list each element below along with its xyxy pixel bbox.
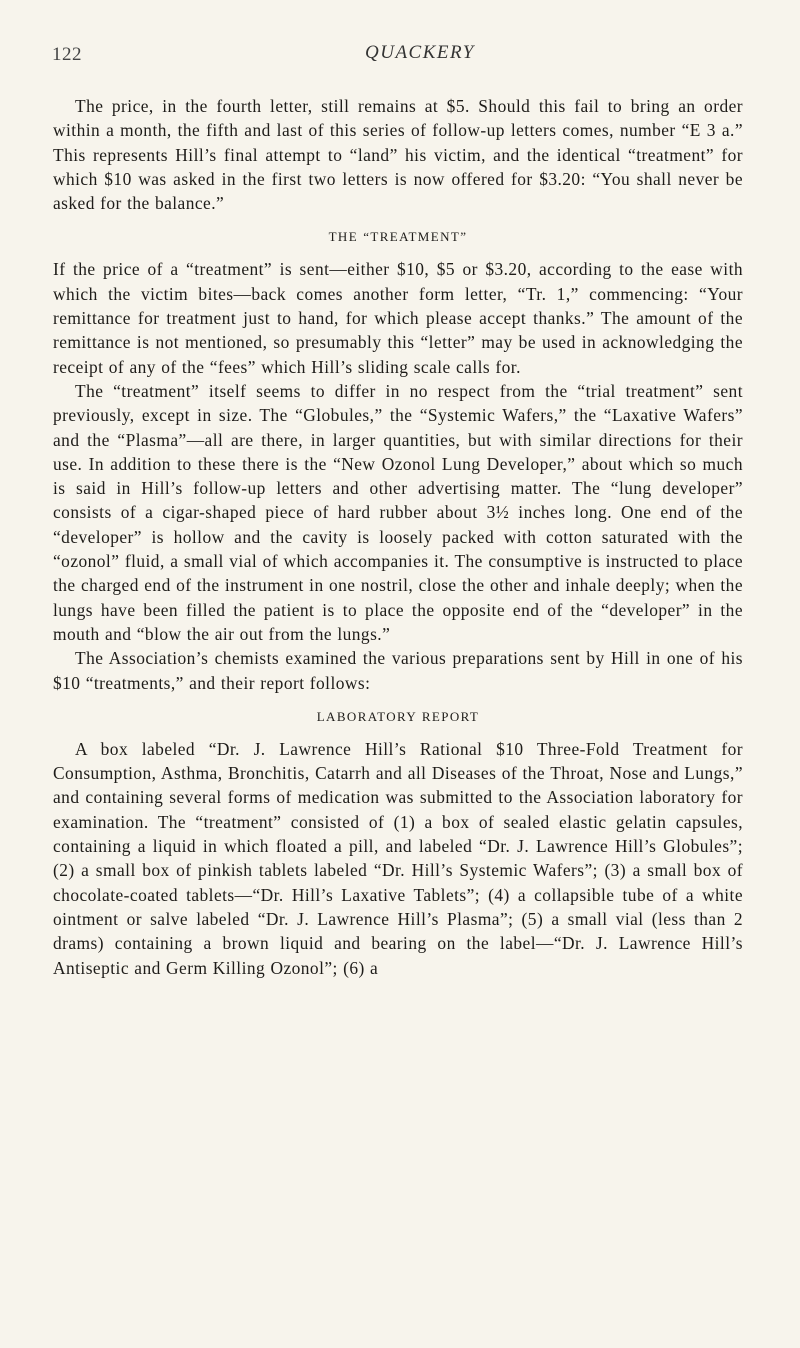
section-heading-laboratory-report: LABORATORY REPORT [316,708,480,724]
page-number: 122 [52,44,82,65]
paragraph-association-chemists: The Association’s chemists examined the various preparations sent by Hill in one of his $10 “treatments,” and their report follows: [53,648,743,693]
running-title: QUACKERY [365,42,475,63]
paragraph-price-fourth-letter: The price, in the fourth letter, still remains at $5. Should this fail to bring an order within a month, the fifth and last of this series of follow-up letters comes, number “E 3 a.” This represents Hill’s final attempt to “land” his victim, and the identical “treatment” for which $10 was asked in the first two letters is now offered for $3.20: “You shall never be asked for the balance.” [53,96,743,214]
body-text [53,94,743,980]
section-heading-treatment: THE “TREATMENT” [328,229,468,245]
book-page [53,30,743,980]
paragraph-treatment-contents: The “treatment” itself seems to differ in no respect from the “trial treatment” sent previously, except in size. The “Globules,” the “Systemic Wafers,” the “Laxative Wafers” and the “Plasma”—all are there, in larger quantities, but with similar directions for their use. In addition to these there is the “New Ozonol Lung Developer,” about which so much is said in Hill’s follow-up letters and other advertising matter. The “lung developer” consists of a cigar-shaped piece of hard rubber about 3½ inches long. One end of the “developer” is hollow and the cavity is loosely packed with cotton saturated with the “ozonol” fluid, a small vial of which accompanies it. The consumptive is instructed to place the charged end of the instrument in one nostril, close the other and inhale deeply; when the lungs have been filled the patient is to place the opposite end of the “developer” in the mouth and “blow the air out from the lungs.” [53,380,743,644]
running-head [53,30,743,64]
paragraph-laboratory-report: A box labeled “Dr. J. Lawrence Hill’s Rational $10 Three-Fold Treatment for Consumption, Asthma, Bronchitis, Catarrh and all Diseases of the Throat, Nose and Lungs,” and containing several forms of medication was submitted to the Association laboratory for examination. The “treatment” consisted of (1) a box of sealed elastic gelatin capsules, containing a liquid in which floated a pill, and labeled “Dr. J. Lawrence Hill’s Globules”; (2) a small box of pinkish tablets labeled “Dr. Hill’s Systemic Wafers”; (3) a small box of chocolate-coated tablets—“Dr. Hill’s Laxative Tablets”; (4) a collapsible tube of a white ointment or salve labeled “Dr. J. Lawrence Hill’s Plasma”; (5) a small vial (less than 2 drams) containing a brown liquid and bearing on the label—“Dr. J. Lawrence Hill’s Antiseptic and Germ Killing Ozonol”; (6) a [53,738,743,978]
paragraph-treatment-price: If the price of a “treatment” is sent—either $10, $5 or $3.20, according to the ease with which the victim bites—back comes another form letter, “Tr. 1,” commencing: “Your remittance for treatment just to hand, for which please accept thanks.” The amount of the remittance is not mentioned, so presumably this “letter” may be used in acknowledging the receipt of any of the “fees” which Hill’s sliding scale calls for. [53,259,743,377]
